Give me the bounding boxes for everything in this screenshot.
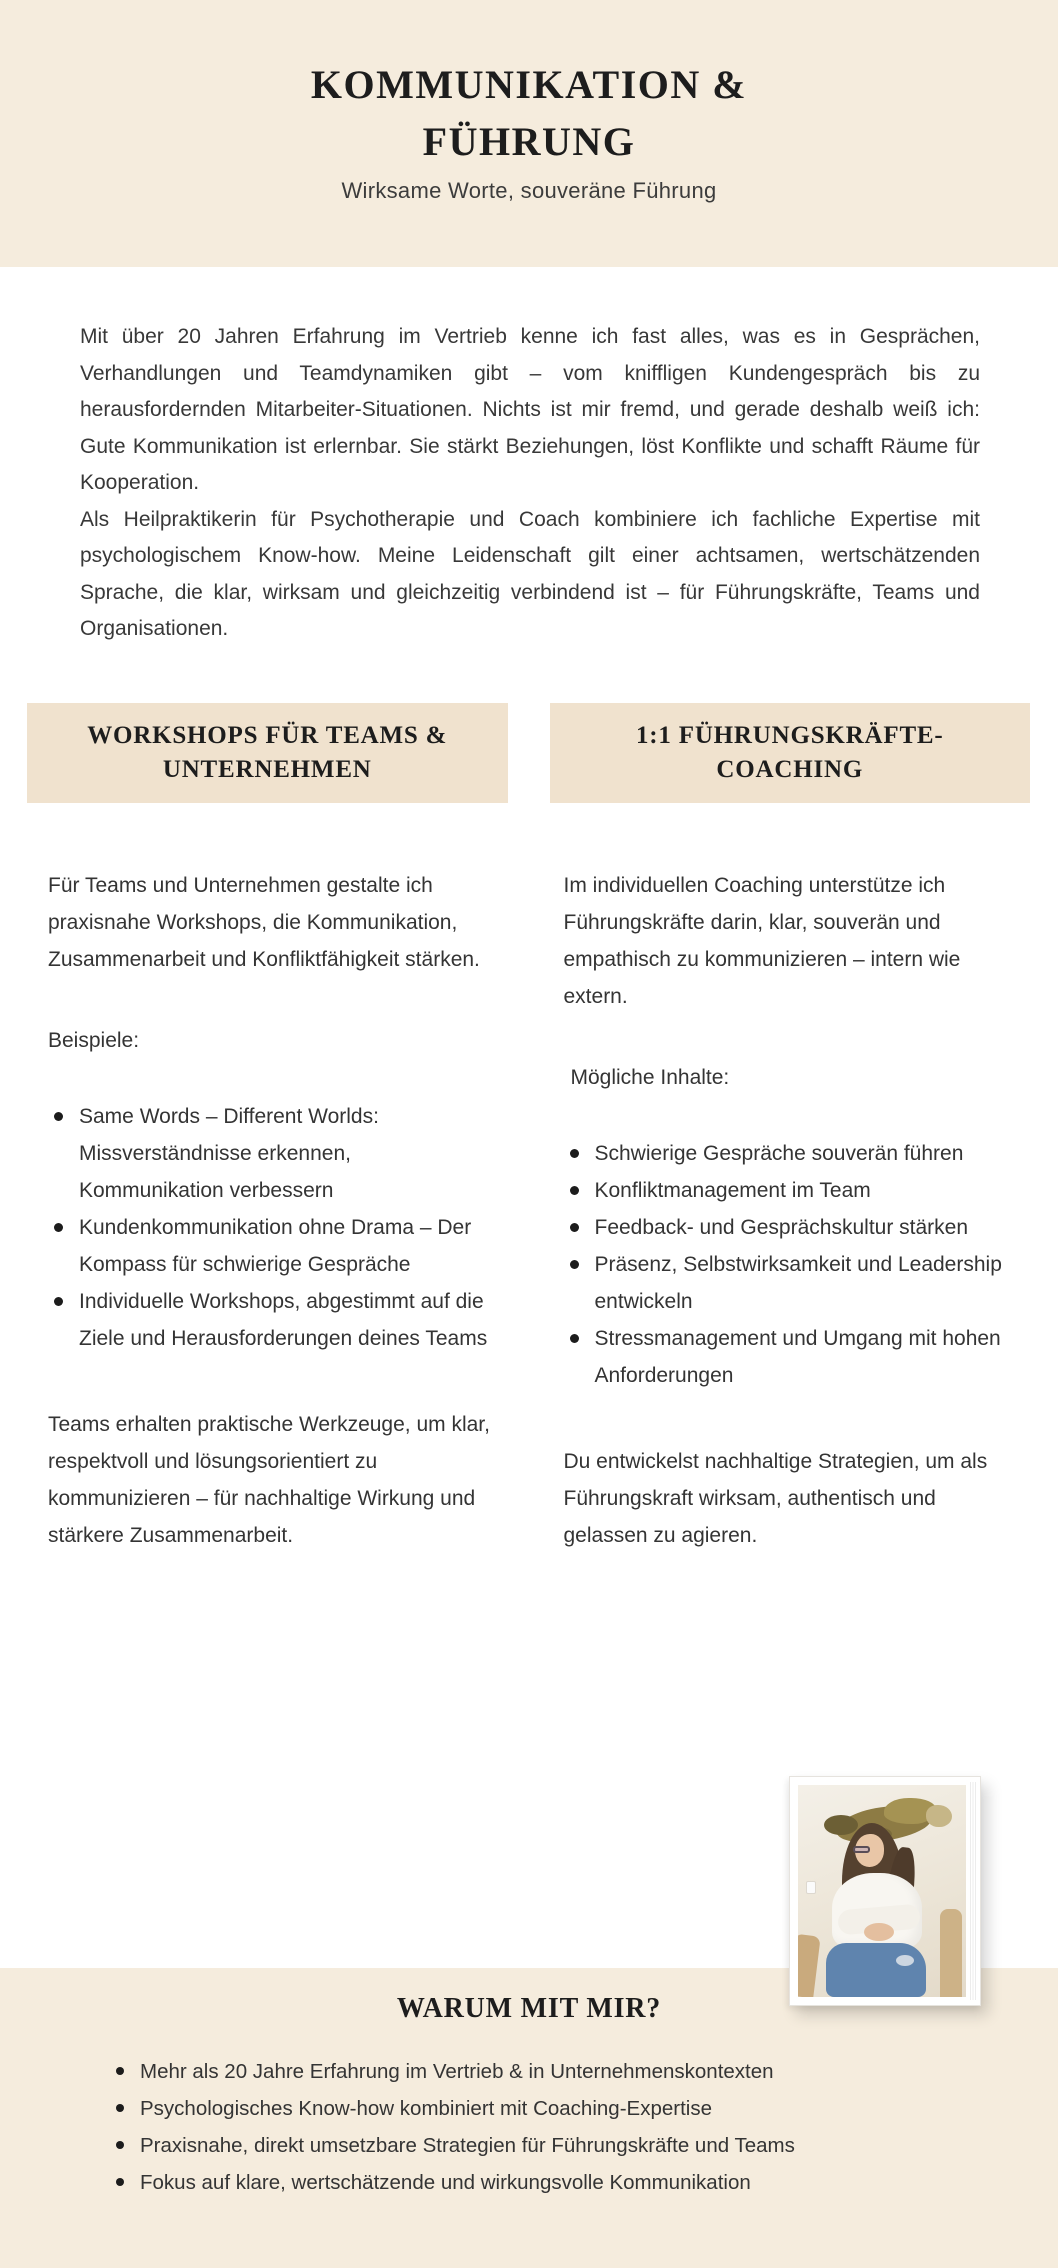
list-item: Psychologisches Know-how kombiniert mit Coaching-Expertise bbox=[112, 2090, 912, 2127]
moss-art bbox=[824, 1815, 858, 1835]
glasses-icon bbox=[853, 1846, 870, 1853]
wooden-chair-back bbox=[940, 1909, 962, 1997]
coaching-heading-line1: 1:1 FÜHRUNGSKRÄFTE- bbox=[635, 721, 944, 749]
coaching-bullet-list bbox=[564, 1135, 1023, 1394]
coaching-intro: Im individuellen Coaching unterstütze ich Führungskräfte darin, klar, souverän und empathisch zu kommunizieren – intern wie extern. bbox=[563, 873, 961, 1008]
footer-bullet-list bbox=[112, 2053, 912, 2201]
coaching-list-label: Mögliche Inhalte: bbox=[570, 1065, 730, 1089]
intro-paragraph-1: Mit über 20 Jahren Erfahrung im Vertrieb kenne ich fast alles, was es in Gesprächen, Verhandlungen und Teamdynamiken gibt – vom kniffligen Kundengespräch bis zu herausfordernden Mitarbeiter-Situationen. Nichts ist mir fremd, und gerade deshalb weiß ich: Gute Kommunikation ist erlernbar. Sie stärkt Beziehungen, löst Konflikte und schafft Räume für Kooperation. bbox=[80, 325, 980, 494]
list-item: Praxisnahe, direkt umsetzbare Strategien für Führungskräfte und Teams bbox=[112, 2127, 912, 2164]
page-title-line2: FÜHRUNG bbox=[422, 119, 636, 164]
list-item: Same Words – Different Worlds: Missverständnisse erkennen, Kommunikation verbessern bbox=[48, 1098, 500, 1209]
workshops-outro: Teams erhalten praktische Werkzeuge, um klar, respektvoll und lösungsorientiert zu kommunizieren – für nachhaltige Wirkung und stärkere Zusammenarbeit. bbox=[48, 1412, 490, 1547]
jeans-ripped-knee bbox=[896, 1955, 914, 1966]
list-item: Stressmanagement und Umgang mit hohen Anforderungen bbox=[564, 1320, 1023, 1394]
moss-art bbox=[926, 1805, 952, 1827]
list-item: Konfliktmanagement im Team bbox=[564, 1172, 1023, 1209]
photo-page-edge bbox=[970, 1782, 977, 2000]
workshops-column bbox=[27, 703, 508, 1554]
header-band bbox=[0, 0, 1058, 267]
photo-scene bbox=[798, 1785, 966, 1997]
portrait-photo bbox=[789, 1776, 981, 2006]
intro-paragraph-2: Als Heilpraktikerin für Psychotherapie und Coach kombiniere ich fachliche Expertise mit psychologischem Know-how. Meine Leidenschaft gilt einer achtsamen, wertschätzenden Sprache, die klar, wirksam und gleichzeitig verbindend ist – für Führungskräfte, Teams und Organisationen. bbox=[80, 507, 980, 640]
intro-section bbox=[80, 319, 980, 648]
list-item: Fokus auf klare, wertschätzende und wirkungsvolle Kommunikation bbox=[112, 2164, 912, 2201]
coaching-outro: Du entwickelst nachhaltige Strategien, um als Führungskraft wirksam, authentisch und gelassen zu agieren. bbox=[563, 1449, 988, 1547]
list-item: Individuelle Workshops, abgestimmt auf die Ziele und Herausforderungen deines Teams bbox=[48, 1283, 500, 1357]
list-item: Präsenz, Selbstwirksamkeit und Leadership entwickeln bbox=[564, 1246, 1023, 1320]
workshops-intro: Für Teams und Unternehmen gestalte ich praxisnahe Workshops, die Kommunikation, Zusammenarbeit und Konfliktfähigkeit stärken. bbox=[48, 873, 480, 971]
footer-heading: WARUM MIT MIR? bbox=[396, 1993, 662, 2024]
light-switch bbox=[806, 1881, 816, 1894]
list-item: Feedback- und Gesprächskultur stärken bbox=[564, 1209, 1023, 1246]
workshops-heading-line1: WORKSHOPS FÜR TEAMS & bbox=[87, 721, 448, 749]
workshops-bullet-list bbox=[48, 1098, 500, 1357]
page-title bbox=[0, 56, 1058, 170]
person-jeans bbox=[826, 1943, 926, 1997]
workshops-list-label: Beispiele: bbox=[48, 1028, 140, 1052]
page-title-line1: KOMMUNIKATION & bbox=[310, 62, 748, 107]
person-hands bbox=[864, 1923, 894, 1941]
coaching-column bbox=[550, 703, 1031, 1554]
coaching-heading-line2: COACHING bbox=[716, 755, 864, 783]
list-item: Mehr als 20 Jahre Erfahrung im Vertrieb & in Unternehmenskontexten bbox=[112, 2053, 912, 2090]
list-item: Schwierige Gespräche souverän führen bbox=[564, 1135, 1023, 1172]
offer-columns bbox=[0, 703, 1058, 1554]
wooden-chair-arm bbox=[798, 1934, 821, 1997]
workshops-body bbox=[27, 867, 508, 1554]
coaching-body bbox=[550, 867, 1031, 1554]
workshops-heading-line2: UNTERNEHMEN bbox=[162, 755, 372, 783]
footer-band bbox=[0, 1968, 1058, 2268]
workshops-heading bbox=[27, 703, 508, 803]
list-item: Kundenkommunikation ohne Drama – Der Kompass für schwierige Gespräche bbox=[48, 1209, 500, 1283]
page-subtitle: Wirksame Worte, souveräne Führung bbox=[341, 178, 717, 203]
coaching-heading bbox=[550, 703, 1031, 803]
